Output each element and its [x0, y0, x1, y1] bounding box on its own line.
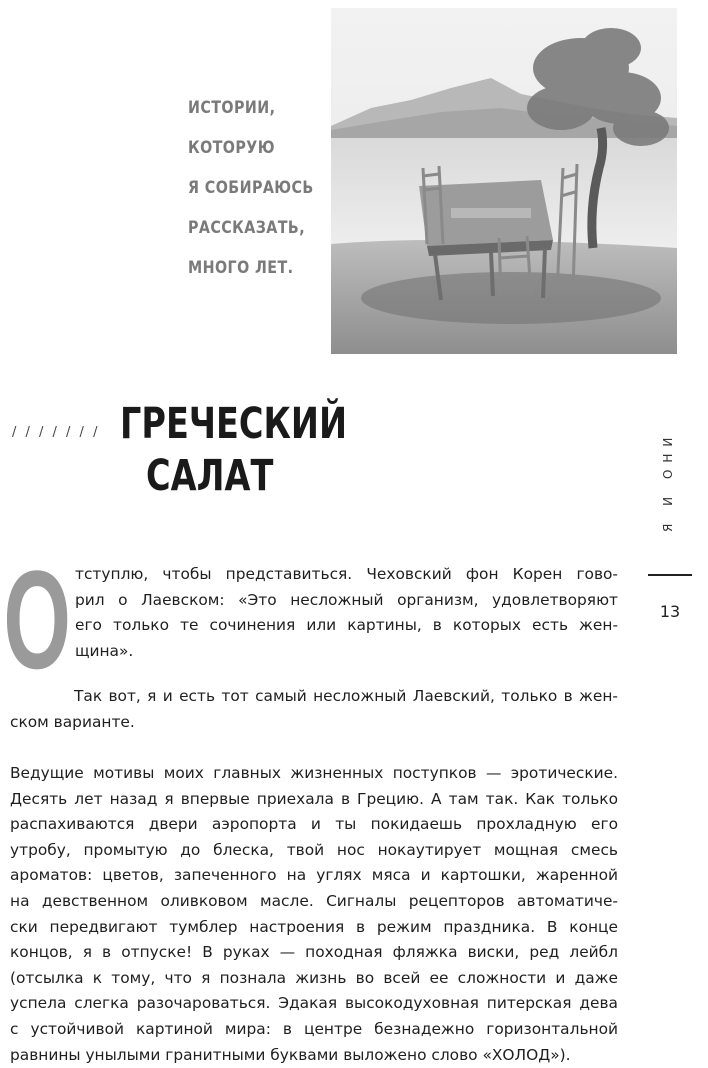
pull-quote-line: Я СОБИРАЮСЬ: [188, 178, 314, 198]
text-line: успела слегка разочароваться. Эдакая высокодуховная питерская дева: [10, 994, 618, 1013]
page-number: 13: [659, 602, 681, 621]
text-line: щина».: [75, 641, 134, 660]
paragraph-2: [10, 684, 618, 735]
running-header-rule: [648, 574, 692, 576]
text-line: равнины унылыми гранитными буквами выложено слово «ХОЛОД»).: [10, 1045, 571, 1064]
chapter-title-line: САЛАТ: [146, 451, 274, 501]
chapter-title: [120, 398, 348, 502]
text-line: рил о Лаевском: «Это несложный организм, удовлетворяют: [75, 590, 618, 609]
drop-cap: [3, 541, 71, 699]
text-line: на девственном оливковом масле. Сигналы рецепторов автоматиче-: [10, 891, 618, 910]
paragraph-3: [10, 761, 618, 1068]
running-header-text: Я И ОНИ: [661, 430, 675, 532]
pull-quote-line: КОТОРУЮ: [188, 138, 275, 158]
text-line: ском варианте.: [10, 712, 135, 731]
text-line: распахиваются двери аэропорта и ты покидаешь прохладную его: [10, 815, 618, 834]
text-line: (отсылка к тому, что я познала жизнь во всей ее сложности и даже: [10, 968, 618, 987]
pull-quote: [188, 88, 322, 288]
text-line: ски передвигают тумблер настроения в режим праздника. В конце: [10, 917, 618, 936]
text-line: Ведущие мотивы моих главных жизненных поступков — эротические.: [10, 764, 618, 782]
title-decoration: / / / / / / /: [12, 425, 100, 440]
chapter-title-line: ГРЕЧЕСКИЙ: [120, 399, 348, 449]
text-line: с устойчивой картиной мира: в центре безнадежно горизонтальной: [10, 1019, 618, 1038]
text-line: его только те сочинения или картины, в которых есть жен-: [75, 616, 618, 635]
drop-cap-letter: О: [3, 541, 71, 699]
text-line: Десять лет назад я впервые приехала в Грецию. А там так. Как только: [10, 789, 618, 808]
running-header: [648, 416, 688, 546]
text-line: ароматов: цветов, запеченного на углях мяса и картошки, жаренной: [10, 866, 618, 885]
text-line: утробу, промытую до блеска, твой нос нокаутирует мощная смесь: [10, 840, 618, 859]
pull-quote-line: РАССКАЗАТЬ,: [188, 218, 306, 238]
paragraph-1: [75, 562, 618, 664]
text-line: концов, я в отпуске! В руках — походная фляжка виски, ред лейбл: [10, 943, 618, 962]
text-line: Так вот, я и есть тот самый несложный Лаевский, только в жен-: [74, 687, 618, 705]
text-line: тступлю, чтобы представиться. Чеховский фон Корен гово-: [75, 565, 618, 583]
pull-quote-line: ИСТОРИИ,: [188, 98, 276, 118]
chapter-photo: [331, 8, 677, 354]
pull-quote-line: МНОГО ЛЕТ.: [188, 258, 294, 278]
photo-table-by-sea-icon: [331, 8, 677, 354]
